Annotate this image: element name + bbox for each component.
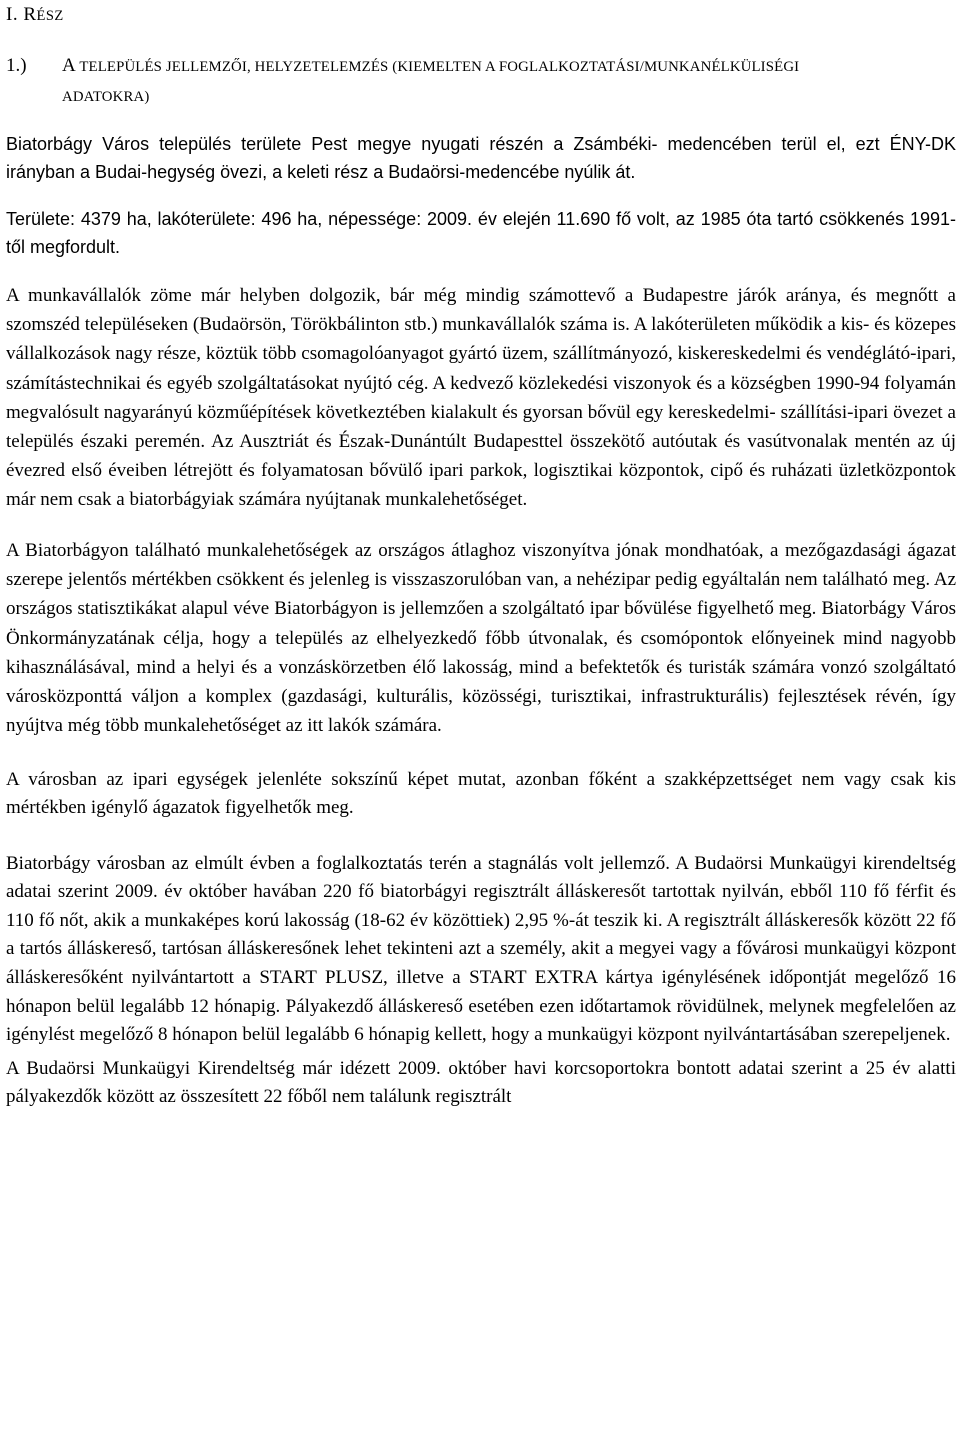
section-lead-letter: A	[62, 55, 76, 76]
paragraph-industry: A városban az ipari egységek jelenléte sokszínű képet mutat, azonban főként a szakképzettséget nem vagy csak kis mértékben igénylő ágazatok figyelhetők meg.	[6, 768, 956, 819]
paragraph-workers: A munkavállalók zöme már helyben dolgozik, bár még mindig számottevő a Budapestre járók aránya, és megnőtt a szomszéd településeken (Budaörsön, Törökbálinton stb.) munkavállalók száma is. A lakóterületen működik a kis- és közepes vállalkozások nagy része, köztük több csomagolóanyagot gyártó üzem, szállítmányozó, kiskereskedelmi és vendéglátó-ipari, számítástechnikai és egyéb szolgáltatásokat nyújtó cég. A kedvező közlekedési viszonyok és a községben 1990-94 folyamán megvalósult nagyarányú közműépítések következtében kialakult és gyorsan bővül egy kereskedelmi- szállítási-ipari övezet a település északi peremén. Az Ausztriát és Észak-Dunántúlt Budapesttel összekötő autóutak és vasútvonalak mentén az új évezred első éveiben létrejött és folyamatosan bővülő ipari parkok, logisztikai központok, cipő és ruházati üzletközpontok már nem csak a biatorbágyiak számára nyújtanak munkalehetőséget.	[6, 285, 956, 511]
part-title-first: I. R	[6, 4, 37, 25]
paragraph-intro: Biatorbágy Város település területe Pest megye nyugati részén a Zsámbéki- medencében terül el, ezt ÉNY-DK irányban a Budai-hegység övezi, a keleti rész a Budaörsi-medencébe nyúlik át.	[6, 134, 956, 182]
paragraph-work-opportunities: A Biatorbágyon található munkalehetőségek az országos átlaghoz viszonyítva jónak mondhatóak, a mezőgazdasági ágazat szerepe jelentős mértékben csökkent és jelenleg is visszaszorulóban van, a nehézipar pedig egyáltalán nem található meg. Az országos statisztikákat alapul véve Biatorbágyon is jellemzően a szolgáltató ipar bővülése figyelhető meg. Biatorbágy Város Önkormányzatának célja, hogy a település az elhelyezkedő főbb útvonalak, és csomópontok előnyeinek mind nagyobb kihasználásával, mind a helyi és a vonzáskörzetben élő lakosság, mind a befektetők és turisták számára vonzó szolgáltató városközponttá váljon a komplex (gazdasági, kulturális, közösségi, turisztikai, infrastrukturális) fejlesztések révén, így nyújtva még több munkalehetőséget az itt lakók számára.	[6, 539, 956, 737]
paragraph-last: A Budaörsi Munkaügyi Kirendeltség már idézett 2009. október havi korcsoportokra bontott adatai szerint a 25 év alatti pályakezdők között az összesített 22 főből nem találunk regisztrált	[6, 1057, 956, 1108]
paragraph-employment: Biatorbágy városban az elmúlt évben a foglalkoztatás terén a stagnálás volt jellemző. A Budaörsi Munkaügyi kirendeltség adatai szerint 2009. év október havában 220 fő biatorbágyi regisztrált álláskeresőt tartottak nyilván, ebből 110 fő férfit és 110 fő nőt, akik a munkaképes korú lakosság (18-62 év közöttiek) 2,95 %-át teszik ki. A regisztrált álláskeresők között 22 fő a tartós álláskereső, tartósan álláskeresőnek lehet tekinteni azt a személy, akit a megyei vagy a fővárosi munkaügyi központ álláskeresőként nyilvántartott a START PLUSZ, illetve a START EXTRA kártya igénylésének időpontját megelőző 16 hónapon belül legalább 12 hónapig. Pályakezdő álláskereső esetében ezen időtartamok rövidülnek, melynek megfelelően az igénylést megelőző 8 hónapon belül legalább 6 hónapig kellett, hogy a munkaügyi központ nyilvántartásában szerepeljenek.	[6, 852, 956, 1046]
section-number: 1.)	[6, 55, 27, 76]
paragraph-area: Területe: 4379 ha, lakóterülete: 496 ha, népessége: 2009. év elején 11.690 fő volt, az 1985 óta tartó csökkenés 1991-től megfordult.	[6, 209, 956, 257]
document-page	[6, 0, 956, 1112]
part-title	[6, 0, 956, 29]
section-title-line2: ADATOKRA)	[62, 89, 150, 105]
section-title-line1: TELEPÜLÉS JELLEMZŐI, HELYZETELEMZÉS (KIEMELTEN A FOGLALKOZTATÁSI/MUNKANÉLKÜLISÉGI	[75, 59, 800, 75]
section-heading	[6, 53, 956, 110]
part-title-rest: ÉSZ	[36, 8, 64, 24]
